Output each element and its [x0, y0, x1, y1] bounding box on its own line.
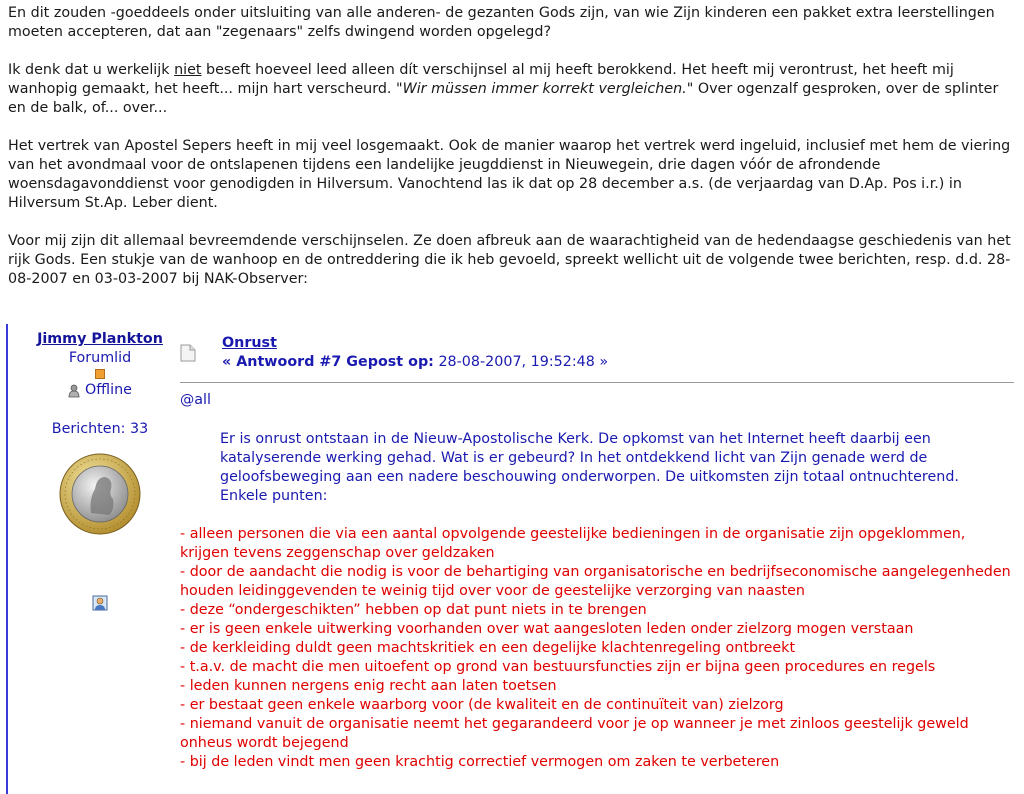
post-body — [180, 334, 1014, 772]
offline-user-icon — [68, 384, 80, 398]
list-item: - niemand vanuit de organisatie neemt het gegarandeerd voor je op wanneer je met zinloos geestelijk geweld onheus wordt bejegend — [180, 716, 969, 751]
coin-avatar — [59, 453, 141, 535]
list-item: - bij de leden vindt men geen krachtig correctief vermogen om zaken te verbeteren — [180, 754, 780, 770]
list-item: - door de aandacht die nodig is voor de behartiging van organisatorische en bedrijfseconomische aangelegenheden houden leidinggevenden te weinig tijd over voor de geestelijke verzorging van naasten — [180, 564, 1011, 599]
list-item: - t.a.v. de macht die men uitoefent op grond van bestuursfuncties zijn er bijna geen procedures en regels — [180, 659, 936, 675]
author-rank: Forumlid — [68, 350, 132, 366]
p2-text-b: beseft hoeveel leed alleen dít verschijnsel al mij heeft berokkend. Het heeft mij verontrust, het heeft mij wanhopig gemaakt, het heeft... mijn hart verscheurd. — [8, 62, 954, 97]
document-icon — [180, 344, 196, 362]
posts-count: Berichten: 33 — [51, 421, 149, 437]
p2-text-c: Over ogenzalf gesproken, over de splinter en de balk, of... over... — [8, 81, 999, 116]
intro-paragraph-4: Voor mij zijn dit allemaal bevreemdende verschijnselen. Ze doen afbreuk aan de waarachtigheid van de hedendaagse geschiedenis van het rijk Gods. Een stukje van de wanhoop en de ontreddering die ik heb gevoeld, spreekt wellicht uit de volgende twee berichten, resp. d.d. 28-08-2007 en 03-03-2007 bij NAK-Observer: — [8, 233, 1011, 287]
author-name-link[interactable]: Jimmy Plankton — [37, 331, 163, 347]
reply-date: 28-08-2007, 19:52:48 » — [433, 354, 609, 370]
author-status — [8, 381, 192, 400]
post-greeting: @all — [180, 392, 212, 408]
forum-post — [0, 322, 1024, 784]
list-item: - alleen personen die via een aantal opvolgende geestelijke bedieningen in de organisatie zijn opgeklommen, krijgen tevens zeggenschap over geldzaken — [180, 526, 966, 561]
rank-star-icon — [95, 369, 105, 379]
list-item: - er bestaat geen enkele waarborg voor (de kwaliteit en de continuïteit van) zielzorg — [180, 697, 784, 713]
intro-paragraph-3: Het vertrek van Apostel Sepers heeft in mij veel losgemaakt. Ook de manier waarop het vertrek werd ingeluid, inclusief met hem de viering van het avondmaal voor de ontslapenen tijdens een landelijke jeugddienst in Nieuwegein, drie dagen vóór de afrondende woensdagavonddienst voor genodigden in Hilversum. Vanochtend las ik dat op 28 december a.s. (de verjaardag van D.Ap. Pos i.r.) in Hilversum St.Ap. Leber dient. — [8, 138, 1011, 211]
p2-text-a: Ik denk dat u werkelijk — [8, 62, 175, 78]
list-item: - deze “ondergeschikten” hebben op dat punt niets in te brengen — [180, 602, 647, 618]
status-label: Offline — [85, 382, 132, 398]
post-quote: Er is onrust ontstaan in de Nieuw-Apostolische Kerk. De opkomst van het Internet heeft daarbij een katalyserende werking gehad. Wat is er gebeurd? In het ontdekkend licht van Zijn genade werd de geloofsbeweging aan een nadere beschouwing onderworpen. De uitkomsten zijn totaal ontnuchterend. Enkele punten: — [220, 431, 959, 504]
post-title-block — [222, 334, 608, 372]
post-divider — [180, 382, 1014, 383]
reply-info — [222, 353, 608, 372]
intro-paragraph-1: En dit zouden -goeddeels onder uitsluiting van alle anderen- de gezanten Gods zijn, van wie Zijn kinderen een pakket extra leerstellingen moeten accepteren, dat aan "zegenaars" zelfs dwingend worden opgelegd? — [8, 5, 995, 40]
post-header — [180, 334, 1014, 372]
points-list — [180, 525, 1014, 772]
list-item: - er is geen enkele uitwerking voorhanden over wat aangesloten leden onder zielzorg mogen verstaan — [180, 621, 914, 637]
author-panel — [8, 330, 192, 611]
intro-text — [8, 4, 1020, 308]
p2-quote: "Wir müssen immer korrekt vergleichen." — [396, 81, 694, 97]
p2-underlined: niet — [174, 62, 202, 78]
list-item: - de kerkleiding duldt geen machtskritiek en een degelijke klachtenregeling ontbreekt — [180, 640, 796, 656]
post-subject-link[interactable]: Onrust — [222, 335, 277, 351]
intro-paragraph-2 — [8, 61, 1020, 118]
reply-prefix: « Antwoord #7 Gepost op: — [222, 354, 434, 370]
profile-icon[interactable] — [92, 595, 108, 611]
list-item: - leden kunnen nergens enig recht aan laten toetsen — [180, 678, 557, 694]
